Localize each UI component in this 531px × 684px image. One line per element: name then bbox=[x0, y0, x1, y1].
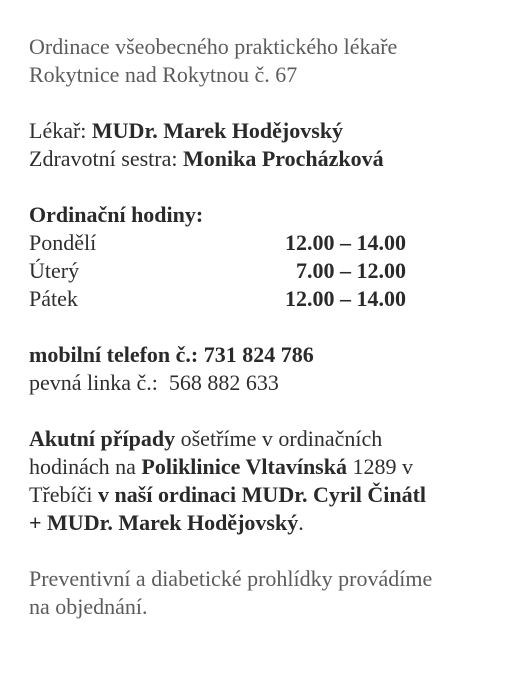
acute-text: Třebíči bbox=[29, 482, 99, 507]
hours-day: Pátek bbox=[29, 286, 78, 311]
acute-text: 1289 v bbox=[346, 454, 413, 479]
hours-row bbox=[29, 257, 406, 285]
landline-line bbox=[29, 369, 524, 397]
acute-text: . bbox=[298, 510, 304, 535]
landline-label: pevná linka č.: bbox=[29, 370, 158, 395]
hours-row bbox=[29, 229, 406, 257]
landline-number: 568 882 633 bbox=[168, 370, 279, 395]
doctor-label: Lékař: bbox=[29, 118, 87, 143]
preventive-line: na objednání. bbox=[29, 594, 148, 619]
acute-line-2 bbox=[29, 453, 524, 481]
preventive-note bbox=[29, 565, 524, 621]
nurse-label: Zdravotní sestra: bbox=[29, 146, 178, 171]
acute-cases-label: Akutní případy bbox=[29, 426, 176, 451]
acute-line-3 bbox=[29, 481, 524, 509]
mobile-phone: mobilní telefon č.: 731 824 786 bbox=[29, 342, 314, 367]
acute-line-1 bbox=[29, 425, 524, 453]
hours-time: 12.00 – 14.00 bbox=[285, 286, 406, 311]
acute-line-4 bbox=[29, 509, 524, 537]
hours-time: 7.00 – 12.00 bbox=[296, 258, 406, 283]
polyclinic-name: Poliklinice Vltavínská bbox=[141, 454, 347, 479]
doctor-line bbox=[29, 117, 524, 145]
partner-office: v naší ordinaci MUDr. Cyril Činátl bbox=[98, 482, 427, 507]
nurse-name: Monika Procházková bbox=[182, 146, 384, 171]
acute-text: ošetříme v ordinačních bbox=[175, 426, 383, 451]
hours-day: Úterý bbox=[29, 258, 80, 283]
office-hours-section bbox=[29, 201, 524, 313]
hours-day: Pondělí bbox=[29, 230, 97, 255]
preventive-line: Preventivní a diabetické prohlídky provádíme bbox=[29, 566, 433, 591]
partner-doctor: + MUDr. Marek Hodějovský bbox=[29, 510, 299, 535]
clinic-header bbox=[29, 33, 524, 89]
clinic-name: Ordinace všeobecného praktického lékaře bbox=[29, 34, 398, 59]
contact-section bbox=[29, 341, 524, 397]
acute-text: hodinách na bbox=[29, 454, 142, 479]
clinic-address: Rokytnice nad Rokytnou č. 67 bbox=[29, 62, 298, 87]
hours-time: 12.00 – 14.00 bbox=[285, 230, 406, 255]
doctor-name: MUDr. Marek Hodějovský bbox=[91, 118, 344, 143]
clinic-notice bbox=[29, 33, 524, 621]
office-hours-heading: Ordinační hodiny: bbox=[29, 202, 204, 227]
staff-section bbox=[29, 117, 524, 173]
nurse-line bbox=[29, 145, 524, 173]
hours-row bbox=[29, 285, 406, 313]
acute-cases-paragraph bbox=[29, 425, 524, 537]
